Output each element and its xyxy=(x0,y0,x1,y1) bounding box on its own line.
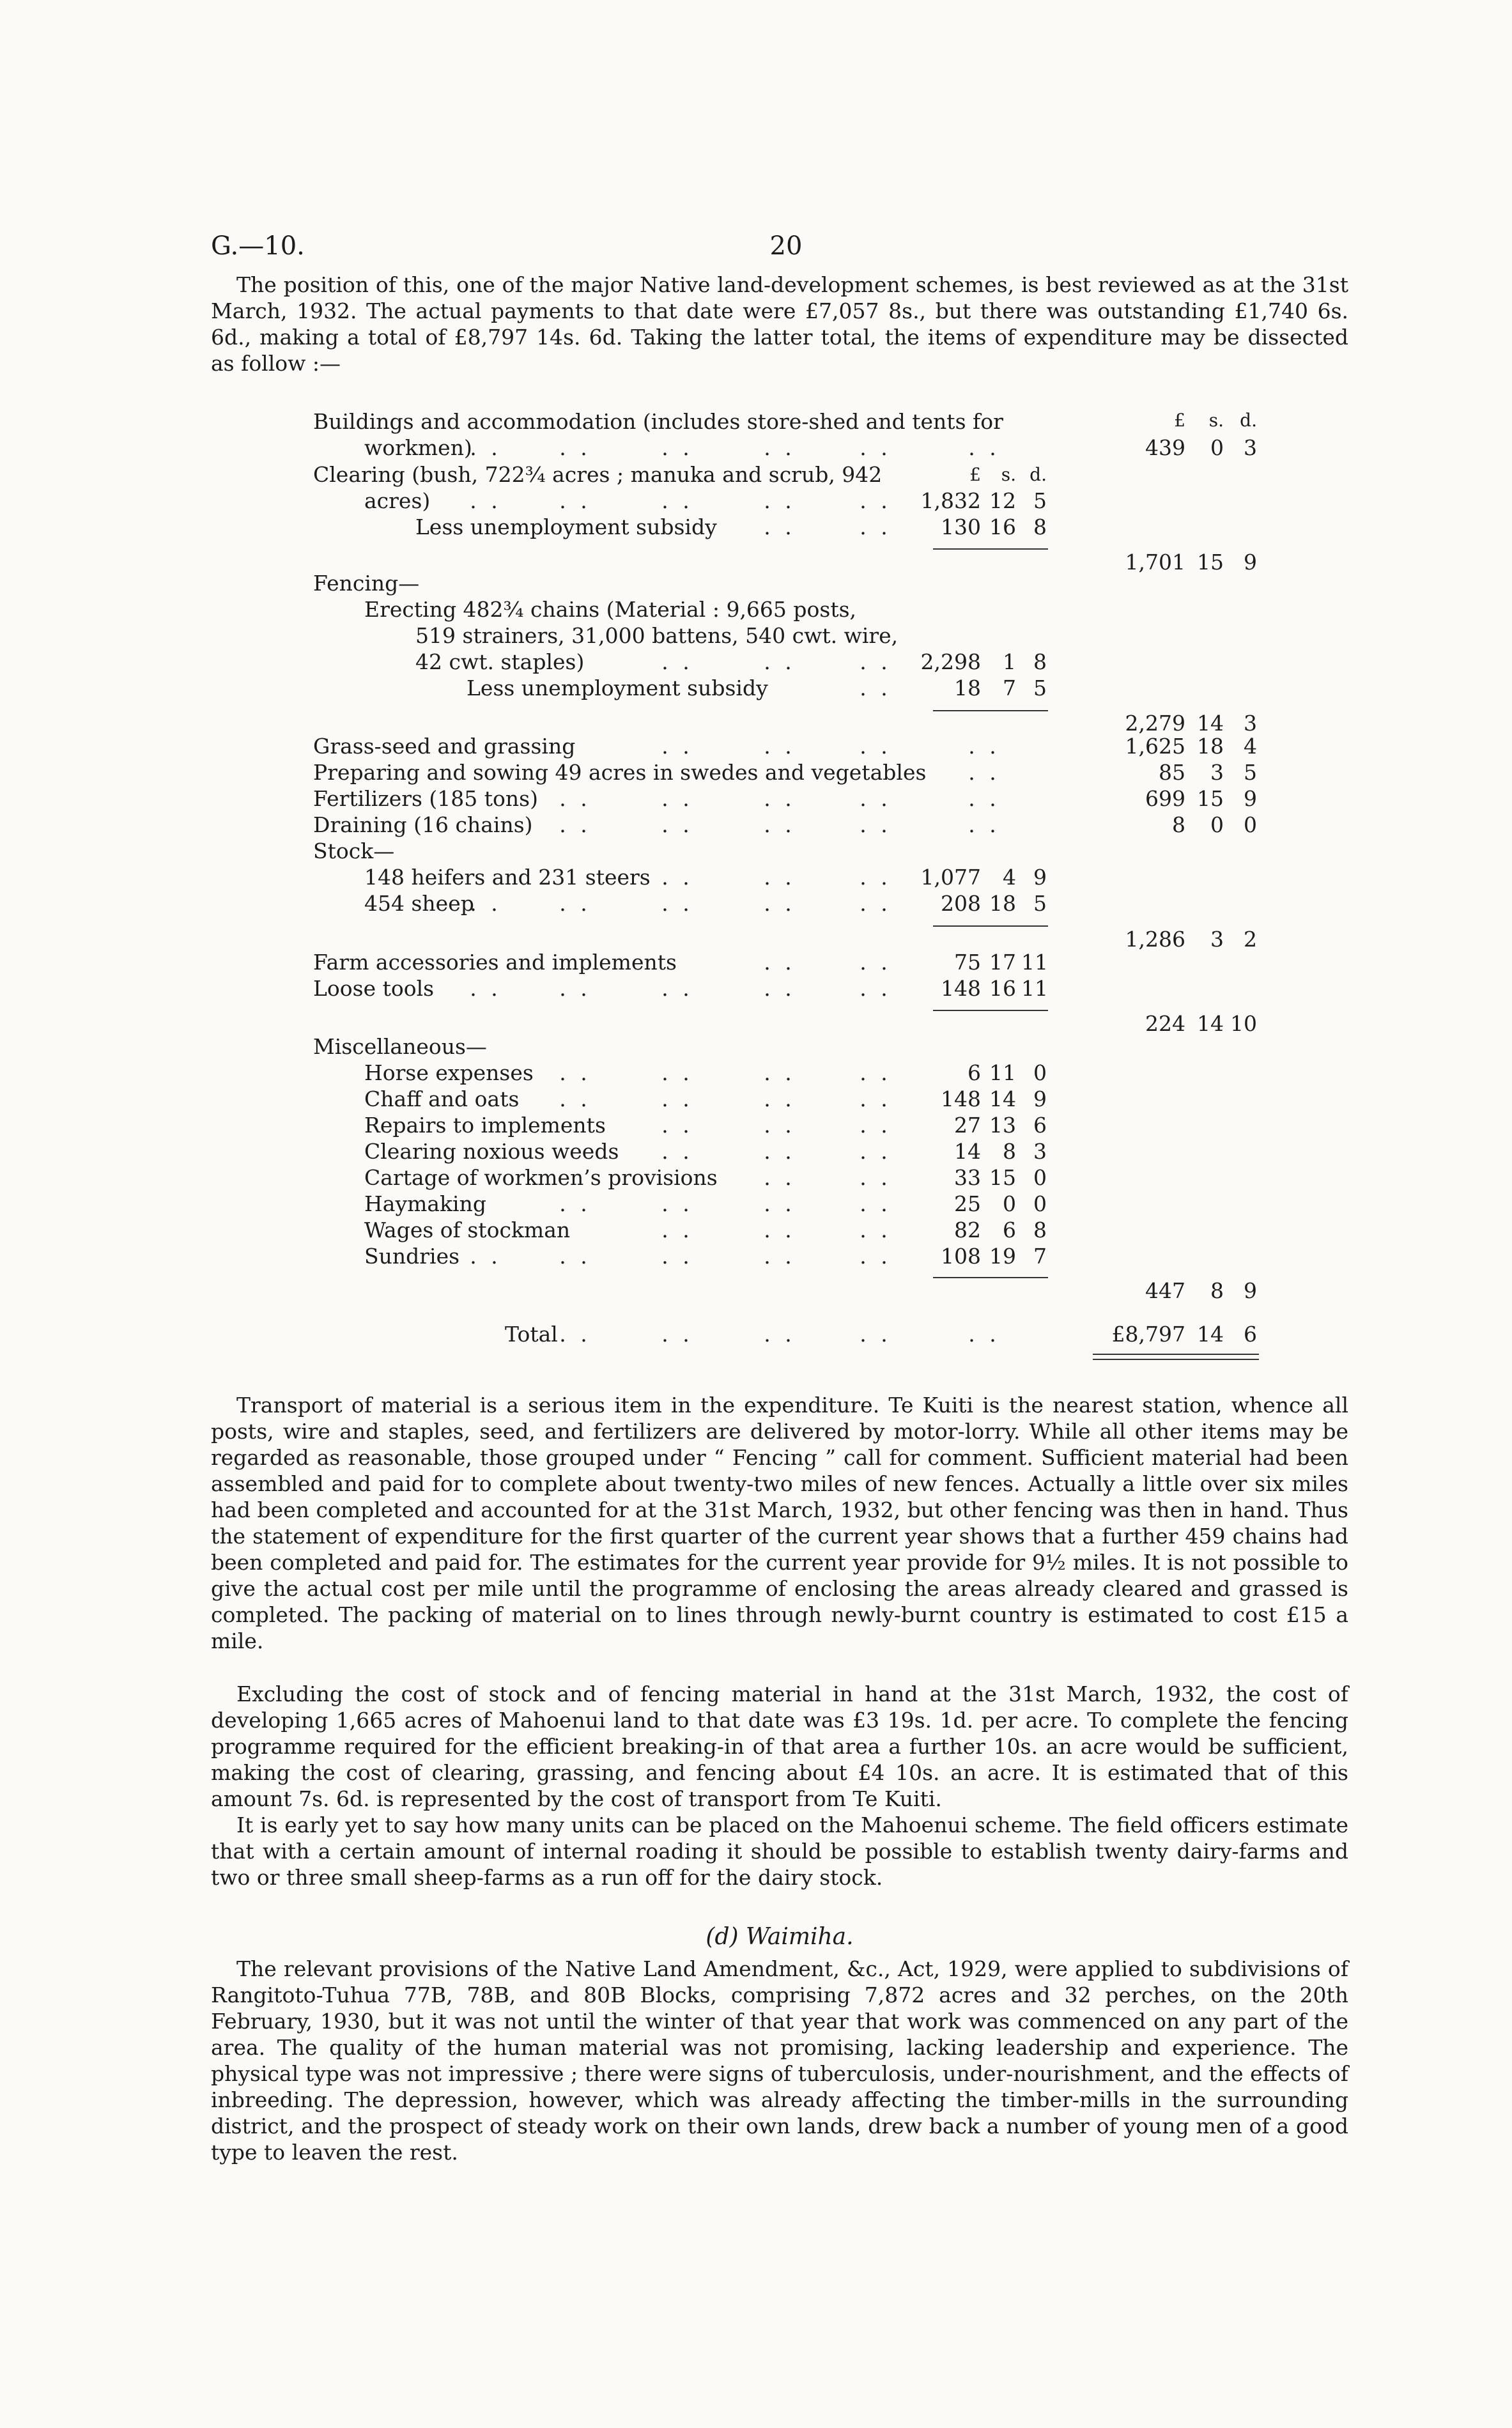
row-label: 519 strainers, 31,000 battens, 540 cwt. wire, xyxy=(415,623,899,648)
leader-dots: . . xyxy=(764,976,796,1001)
amount-pounds: 1,832 xyxy=(920,488,981,513)
amount-pence: 8 xyxy=(1033,649,1047,674)
table-row-misc-total xyxy=(211,1278,1348,1304)
table-row-fencing-3 xyxy=(211,649,1348,675)
total-pence: 5 xyxy=(1244,760,1257,785)
leader-dots: . . xyxy=(764,1139,796,1164)
amount-pence: 0 xyxy=(1033,1060,1047,1085)
amount-pounds: 25 xyxy=(954,1191,981,1216)
leader-dots: . . xyxy=(764,950,796,975)
amount-pounds: 14 xyxy=(954,1139,981,1164)
leader-dots: . . xyxy=(860,812,891,837)
total-pounds: 1,286 xyxy=(1125,927,1185,952)
amount-pounds: 208 xyxy=(941,891,981,916)
leader-dots: . . xyxy=(764,1165,796,1190)
amount-shillings: 19 xyxy=(989,1244,1016,1269)
table-row-grand-total xyxy=(211,1322,1348,1347)
amount-pence: 11 xyxy=(1021,976,1048,1001)
leader-dots: . . xyxy=(968,812,1000,837)
leader-dots: . . xyxy=(764,812,796,837)
leader-dots: . . xyxy=(860,676,891,700)
amount-shillings: 13 xyxy=(989,1113,1016,1138)
leader-dots: . . xyxy=(661,488,693,513)
less-pounds: 130 xyxy=(941,514,981,539)
leader-dots: . . xyxy=(661,865,693,890)
pence-header: d. xyxy=(1240,410,1257,431)
leader-dots: . . xyxy=(860,950,891,975)
amount-pounds: 148 xyxy=(941,976,981,1001)
total-shillings: 8 xyxy=(1210,1278,1224,1303)
less-shillings: 16 xyxy=(989,514,1016,539)
table-row-tools xyxy=(211,976,1348,1001)
leader-dots: . . xyxy=(860,1165,891,1190)
row-label: Grass-seed and grassing xyxy=(313,734,576,759)
leader-dots: . . xyxy=(764,786,796,811)
amount-pounds: 33 xyxy=(954,1165,981,1190)
amount-shillings: 0 xyxy=(1003,1191,1016,1216)
table-row-misc xyxy=(211,1113,1348,1138)
total-rule-top xyxy=(1093,1354,1259,1355)
leader-dots: . . xyxy=(559,1322,591,1347)
less-pence: 8 xyxy=(1033,514,1047,539)
table-row-misc xyxy=(211,1086,1348,1112)
row-label: Draining (16 chains) xyxy=(313,812,533,837)
amount-pounds: 6 xyxy=(968,1060,981,1085)
table-row-misc xyxy=(211,1191,1348,1217)
total-shillings: 14 xyxy=(1197,711,1224,736)
leader-dots: . . xyxy=(559,812,591,837)
amount-pence: 7 xyxy=(1033,1244,1047,1269)
total-pounds: 2,279 xyxy=(1125,711,1185,736)
leader-dots: . . xyxy=(559,1191,591,1216)
pence-header: d. xyxy=(1030,464,1047,485)
total-shillings: 15 xyxy=(1197,550,1224,575)
total-pounds: 1,701 xyxy=(1125,550,1185,575)
leader-dots: . . xyxy=(661,812,693,837)
leader-dots: . . xyxy=(764,649,796,674)
table-row-sheep xyxy=(211,891,1348,916)
units-paragraph: It is early yet to say how many units can be placed on the Mahoenui scheme. The field officers estimate that with a certain amount of internal roading it should be possible to establish twenty dairy-farms and two or three small sheep-farms as a run off for the dairy stock. xyxy=(211,1813,1348,1890)
total-pence: 2 xyxy=(1244,927,1257,952)
leader-dots: . . xyxy=(764,734,796,759)
total-shillings: 14 xyxy=(1197,1011,1224,1036)
leader-dots: . . xyxy=(470,1244,502,1269)
total-shillings: 15 xyxy=(1197,786,1224,811)
shillings-header: s. xyxy=(1208,410,1224,431)
total-pence: 0 xyxy=(1244,812,1257,837)
leader-dots: . . xyxy=(860,734,891,759)
leader-dots: . . xyxy=(764,865,796,890)
row-label: Preparing and sowing 49 acres in swedes and vegetables xyxy=(313,760,927,785)
total-pounds: 224 xyxy=(1145,1011,1185,1036)
leader-dots: . . xyxy=(661,786,693,811)
waimiha-paragraph: The relevant provisions of the Native Land Amendment, &c., Act, 1929, were applied to subdivisions of Rangitoto-Tuhua 77B, 78B, and 80B Blocks, comprising 7,872 acres and 32 perches, on the 20th February, 1930, but it was not until the winter of that year that work was commenced on any part of the area. The quality of the human material was not promising, lacking leadership and experience. The physical type was not impressive ; there were signs of tuberculosis, under-nourishment, and the effects of inbreeding. The depression, however, which was already affecting the timber-mills in the surrounding district, and the prospect of steady work on their own lands, drew back a number of young men of a good type to leaven the rest. xyxy=(211,1956,1348,2165)
table-row-draining xyxy=(211,812,1348,838)
leader-dots: . . xyxy=(860,1218,891,1242)
leader-dots: . . xyxy=(661,1191,693,1216)
leader-dots: . . xyxy=(764,514,796,539)
row-label: Clearing noxious weeds xyxy=(364,1139,619,1164)
amount-pounds: 1,077 xyxy=(920,865,981,890)
amount-pounds: 82 xyxy=(954,1218,981,1242)
table-row-buildings xyxy=(211,409,1348,435)
row-label: Erecting 482¾ chains (Material : 9,665 posts, xyxy=(364,597,857,622)
total-shillings: 3 xyxy=(1210,760,1224,785)
leader-dots: . . xyxy=(860,1139,891,1164)
table-row-buildings-cont xyxy=(211,435,1348,461)
leader-dots: . . xyxy=(559,488,591,513)
leader-dots: . . xyxy=(661,1060,693,1085)
amount-pence: 6 xyxy=(1033,1113,1047,1138)
leader-dots: . . xyxy=(860,865,891,890)
leader-dots: . . xyxy=(470,488,502,513)
leader-dots: . . xyxy=(559,1086,591,1111)
leader-dots: . . xyxy=(860,891,891,916)
amount-pounds: 27 xyxy=(954,1113,981,1138)
row-label: Fertilizers (185 tons) xyxy=(313,786,538,811)
leader-dots: . . xyxy=(860,1191,891,1216)
leader-dots: . . xyxy=(968,435,1000,460)
amount-pence: 9 xyxy=(1033,1086,1047,1111)
row-label: Repairs to implements xyxy=(364,1113,606,1138)
total-pence: 3 xyxy=(1244,711,1257,736)
leader-dots: . . xyxy=(764,1322,796,1347)
row-label: Chaff and oats xyxy=(364,1086,520,1111)
grand-total-pence: 6 xyxy=(1244,1322,1257,1347)
shillings-header: s. xyxy=(1001,464,1016,485)
pounds-header: £ xyxy=(969,464,981,485)
amount-pence: 0 xyxy=(1033,1165,1047,1190)
row-label: Less unemployment subsidy xyxy=(467,676,768,700)
leader-dots: . . xyxy=(559,435,591,460)
total-pence: 3 xyxy=(1244,435,1257,460)
table-row-farm-total xyxy=(211,1011,1348,1037)
table-row-grass xyxy=(211,734,1348,759)
amount-pence: 5 xyxy=(1033,488,1047,513)
amount-pence: 11 xyxy=(1021,950,1048,975)
table-row-misc-heading xyxy=(211,1034,1348,1060)
less-pounds: 18 xyxy=(954,676,981,700)
table-row-accessories xyxy=(211,950,1348,975)
total-pence: 9 xyxy=(1244,786,1257,811)
leader-dots: . . xyxy=(559,891,591,916)
leader-dots: . . xyxy=(968,760,1000,785)
section-label: Miscellaneous— xyxy=(313,1034,487,1059)
total-pounds: 8 xyxy=(1172,812,1185,837)
intro-paragraph: The position of this, one of the major Native land-development schemes, is best reviewed as at the 31st March, 1932. The actual payments to that date were £7,057 8s., but there was outstanding £1,740 6s. 6d., making a total of £8,797 14s. 6d. Taking the latter total, the items of expenditure may be dissected as follow :— xyxy=(211,272,1348,376)
leader-dots: . . xyxy=(860,1113,891,1138)
leader-dots: . . xyxy=(661,1139,693,1164)
amount-pounds: 75 xyxy=(954,950,981,975)
total-shillings: 18 xyxy=(1197,734,1224,759)
row-label: Cartage of workmen’s provisions xyxy=(364,1165,718,1190)
grand-total-pounds: £8,797 xyxy=(1111,1322,1185,1347)
table-row-misc xyxy=(211,1139,1348,1164)
table-row-fencing-2 xyxy=(211,623,1348,649)
amount-shillings: 6 xyxy=(1003,1218,1016,1242)
less-pence: 5 xyxy=(1033,676,1047,700)
row-label: 148 heifers and 231 steers xyxy=(364,865,651,890)
row-label: Haymaking xyxy=(364,1191,486,1216)
total-pounds: 447 xyxy=(1145,1278,1185,1303)
leader-dots: . . xyxy=(860,649,891,674)
row-label: Farm accessories and implements xyxy=(313,950,677,975)
leader-dots: . . xyxy=(661,435,693,460)
leader-dots: . . xyxy=(860,1086,891,1111)
table-row-misc xyxy=(211,1244,1348,1269)
leader-dots: . . xyxy=(764,891,796,916)
leader-dots: . . xyxy=(860,976,891,1001)
amount-shillings: 8 xyxy=(1003,1139,1016,1164)
total-pence: 4 xyxy=(1244,734,1257,759)
transport-paragraph: Transport of material is a serious item in the expenditure. Te Kuiti is the nearest station, whence all posts, wire and staples, seed, and fertilizers are delivered by motor-lorry. While all other items may be regarded as reasonable, those grouped under “ Fencing ” call for comment. Sufficient material had been assembled and paid for to complete about twenty-two miles of new fences. Actually a little over six miles had been completed and accounted for at the 31st March, 1932, but other fencing was then in hand. Thus the statement of expenditure for the first quarter of the current year shows that a further 459 chains had been completed and paid for. The estimates for the current year provide for 9½ miles. It is not possible to give the actual cost per mile until the programme of enclosing the areas already cleared and grassed is completed. The packing of material on to lines through newly-burnt country is estimated to cost £15 a mile. xyxy=(211,1393,1348,1653)
amount-pence: 9 xyxy=(1033,865,1047,890)
leader-dots: . . xyxy=(860,488,891,513)
cost-paragraph: Excluding the cost of stock and of fencing material in hand at the 31st March, 1932, the cost of developing 1,665 acres of Mahoenui land to that date was £3 19s. 1d. per acre. To complete the fencing programme required for the efficient breaking-in of that area a further 10s. an acre would be sufficient, making the cost of clearing, grassing, and fencing about £4 10s. an acre. It is estimated that of this amount 7s. 6d. is represented by the cost of transport from Te Kuiti. xyxy=(211,1682,1348,1811)
total-pence: 9 xyxy=(1244,1278,1257,1303)
total-label: Total xyxy=(505,1322,558,1347)
leader-dots: . . xyxy=(764,435,796,460)
row-label: Wages of stockman xyxy=(364,1218,571,1242)
leader-dots: . . xyxy=(860,435,891,460)
leader-dots: . . xyxy=(661,1086,693,1111)
leader-dots: . . xyxy=(661,976,693,1001)
grand-total-shillings: 14 xyxy=(1197,1322,1224,1347)
leader-dots: . . xyxy=(968,786,1000,811)
leader-dots: . . xyxy=(470,435,502,460)
table-header-inner xyxy=(211,462,1348,488)
row-label: acres) xyxy=(364,488,431,513)
total-pounds: 699 xyxy=(1145,786,1185,811)
table-row-swedes xyxy=(211,760,1348,785)
leader-dots: . . xyxy=(661,1244,693,1269)
table-row-fencing-1 xyxy=(211,597,1348,622)
table-row-fencing-total xyxy=(211,711,1348,736)
leader-dots: . . xyxy=(559,1244,591,1269)
leader-dots: . . xyxy=(661,1322,693,1347)
less-shillings: 7 xyxy=(1003,676,1016,700)
row-label: 454 sheep xyxy=(364,891,474,916)
table-row-clearing-cont xyxy=(211,488,1348,514)
leader-dots: . . xyxy=(764,1113,796,1138)
total-shillings: 0 xyxy=(1210,812,1224,837)
table-row-heifers xyxy=(211,865,1348,890)
leader-dots: . . xyxy=(764,1218,796,1242)
amount-shillings: 4 xyxy=(1003,865,1016,890)
amount-shillings: 17 xyxy=(989,950,1016,975)
total-shillings: 0 xyxy=(1210,435,1224,460)
leader-dots: . . xyxy=(661,734,693,759)
total-rule-bottom xyxy=(1093,1359,1259,1360)
total-pence: 10 xyxy=(1230,1011,1257,1036)
table-row-fencing-less xyxy=(211,676,1348,701)
leader-dots: . . xyxy=(968,734,1000,759)
row-label: Clearing (bush, 722¾ acres ; manuka and scrub, 942 xyxy=(313,462,883,487)
amount-pounds: 108 xyxy=(941,1244,981,1269)
total-pounds: 439 xyxy=(1145,435,1185,460)
amount-shillings: 15 xyxy=(989,1165,1016,1190)
row-label: Sundries xyxy=(364,1244,460,1269)
section-label: Stock— xyxy=(313,839,395,863)
table-row-fencing-heading xyxy=(211,571,1348,596)
amount-pence: 0 xyxy=(1033,1191,1047,1216)
row-label: Horse expenses xyxy=(364,1060,534,1085)
row-label: 42 cwt. staples) xyxy=(415,649,585,674)
leader-dots: . . xyxy=(470,976,502,1001)
leader-dots: . . xyxy=(764,488,796,513)
row-label: Buildings and accommodation (includes store-shed and tents for xyxy=(313,409,1003,434)
row-label: workmen) xyxy=(364,435,472,460)
leader-dots: . . xyxy=(661,649,693,674)
leader-dots: . . xyxy=(764,1191,796,1216)
amount-pounds: 148 xyxy=(941,1086,981,1111)
total-pounds: 1,625 xyxy=(1125,734,1185,759)
table-row-stock-heading xyxy=(211,839,1348,864)
page-number: 20 xyxy=(769,231,803,261)
leader-dots: . . xyxy=(470,891,502,916)
table-row-misc xyxy=(211,1165,1348,1191)
pounds-header: £ xyxy=(1174,410,1185,431)
section-heading-waimiha: (d) Waimiha. xyxy=(706,1924,854,1950)
amount-pence: 3 xyxy=(1033,1139,1047,1164)
leader-dots: . . xyxy=(764,1244,796,1269)
row-label: Less unemployment subsidy xyxy=(415,514,717,539)
amount-pence: 8 xyxy=(1033,1218,1047,1242)
table-row-misc xyxy=(211,1218,1348,1243)
leader-dots: . . xyxy=(661,891,693,916)
total-pence: 9 xyxy=(1244,550,1257,575)
amount-shillings: 12 xyxy=(989,488,1016,513)
leader-dots: . . xyxy=(661,1218,693,1242)
amount-pence: 5 xyxy=(1033,891,1047,916)
leader-dots: . . xyxy=(559,786,591,811)
table-row-stock-total xyxy=(211,927,1348,952)
leader-dots: . . xyxy=(968,1322,1000,1347)
leader-dots: . . xyxy=(661,1113,693,1138)
amount-shillings: 18 xyxy=(989,891,1016,916)
leader-dots: . . xyxy=(860,1322,891,1347)
leader-dots: . . xyxy=(860,786,891,811)
total-pounds: 85 xyxy=(1159,760,1185,785)
row-label: Loose tools xyxy=(313,976,435,1001)
report-reference: G.—10. xyxy=(211,231,305,261)
amount-shillings: 1 xyxy=(1003,649,1016,674)
leader-dots: . . xyxy=(764,1086,796,1111)
table-row-clearing-less xyxy=(211,514,1348,540)
total-shillings: 3 xyxy=(1210,927,1224,952)
amount-shillings: 14 xyxy=(989,1086,1016,1111)
amount-pounds: 2,298 xyxy=(920,649,981,674)
table-row-fertilizers xyxy=(211,786,1348,812)
section-label: Fencing— xyxy=(313,571,420,596)
leader-dots: . . xyxy=(559,976,591,1001)
leader-dots: . . xyxy=(860,1060,891,1085)
leader-dots: . . xyxy=(764,1060,796,1085)
table-row-misc xyxy=(211,1060,1348,1086)
amount-shillings: 16 xyxy=(989,976,1016,1001)
leader-dots: . . xyxy=(860,1244,891,1269)
leader-dots: . . xyxy=(860,514,891,539)
amount-shillings: 11 xyxy=(989,1060,1016,1085)
leader-dots: . . xyxy=(559,1060,591,1085)
